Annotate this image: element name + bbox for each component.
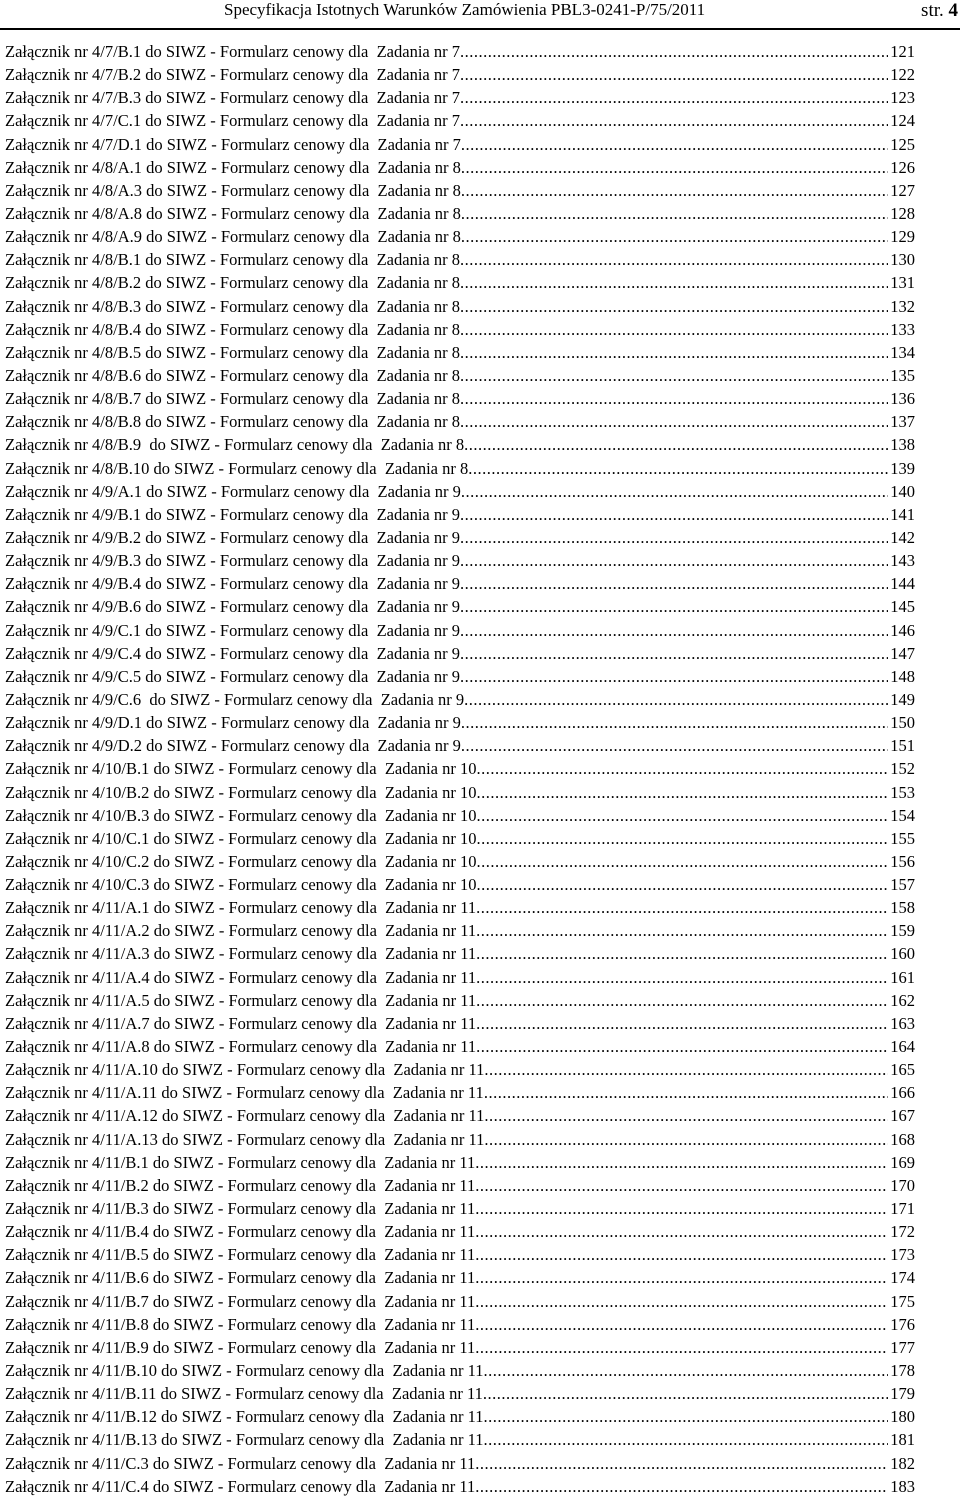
toc-entry-page: 170 bbox=[890, 1175, 915, 1195]
toc-dot-leader bbox=[484, 1128, 888, 1151]
toc-dot-leader bbox=[460, 295, 888, 318]
toc-entry-title: Załącznik nr 4/11/B.10 do SIWZ - Formularz cenowy dla Zadania nr 11 bbox=[5, 1361, 484, 1381]
toc-entry-title: Załącznik nr 4/10/B.1 do SIWZ - Formularz cenowy dla Zadania nr 10 bbox=[5, 759, 477, 779]
toc-entry-title: Załącznik nr 4/9/A.1 do SIWZ - Formularz cenowy dla Zadania nr 9 bbox=[5, 481, 461, 501]
toc-entry-title: Załącznik nr 4/9/D.1 do SIWZ - Formularz cenowy dla Zadania nr 9 bbox=[5, 713, 461, 733]
toc-entry-page: 136 bbox=[890, 389, 915, 409]
toc-entry-page: 176 bbox=[890, 1314, 915, 1334]
toc-entry[interactable] bbox=[5, 133, 915, 156]
toc-entry[interactable] bbox=[5, 1359, 915, 1382]
toc-dot-leader bbox=[484, 1058, 888, 1081]
toc-entry[interactable] bbox=[5, 1151, 915, 1174]
toc-entry-page: 163 bbox=[890, 1013, 915, 1033]
toc-entry-title: Załącznik nr 4/11/B.9 do SIWZ - Formularz cenowy dla Zadania nr 11 bbox=[5, 1337, 476, 1357]
toc-entry-page: 121 bbox=[890, 42, 915, 61]
toc-entry[interactable] bbox=[5, 40, 915, 63]
toc-entry-page: 150 bbox=[890, 713, 915, 733]
toc-entry[interactable] bbox=[5, 503, 915, 526]
toc-entry-title: Załącznik nr 4/11/B.2 do SIWZ - Formularz cenowy dla Zadania nr 11 bbox=[5, 1175, 476, 1195]
toc-dot-leader bbox=[484, 1081, 888, 1104]
toc-entry-title: Załącznik nr 4/9/D.2 do SIWZ - Formularz cenowy dla Zadania nr 9 bbox=[5, 736, 461, 756]
toc-entry-title: Załącznik nr 4/11/A.1 do SIWZ - Formularz cenowy dla Zadania nr 11 bbox=[5, 898, 477, 918]
toc-entry-page: 145 bbox=[890, 597, 915, 617]
toc-entry[interactable] bbox=[5, 665, 915, 688]
toc-entry-title: Załącznik nr 4/8/B.1 do SIWZ - Formularz cenowy dla Zadania nr 8 bbox=[5, 250, 460, 270]
toc-entry-title: Załącznik nr 4/11/A.13 do SIWZ - Formularz cenowy dla Zadania nr 11 bbox=[5, 1129, 485, 1149]
toc-entry[interactable] bbox=[5, 1452, 915, 1475]
toc-entry[interactable] bbox=[5, 86, 915, 109]
toc-entry-page: 155 bbox=[890, 828, 915, 848]
toc-entry-title: Załącznik nr 4/11/A.8 do SIWZ - Formularz cenowy dla Zadania nr 11 bbox=[5, 1037, 477, 1057]
toc-entry[interactable] bbox=[5, 966, 915, 989]
toc-entry-title: Załącznik nr 4/11/B.8 do SIWZ - Formularz cenowy dla Zadania nr 11 bbox=[5, 1314, 476, 1334]
toc-dot-leader bbox=[460, 503, 888, 526]
toc-entry-page: 126 bbox=[890, 157, 915, 177]
toc-entry-title: Załącznik nr 4/11/B.3 do SIWZ - Formularz cenowy dla Zadania nr 11 bbox=[5, 1199, 476, 1219]
toc-entry[interactable] bbox=[5, 225, 915, 248]
toc-entry-page: 144 bbox=[890, 574, 915, 594]
toc-dot-leader bbox=[460, 341, 888, 364]
toc-entry[interactable] bbox=[5, 572, 915, 595]
toc-dot-leader bbox=[460, 642, 888, 665]
toc-entry[interactable] bbox=[5, 156, 915, 179]
toc-dot-leader bbox=[476, 919, 888, 942]
toc-entry[interactable] bbox=[5, 827, 915, 850]
toc-entry[interactable] bbox=[5, 1382, 915, 1405]
toc-entry-page: 127 bbox=[890, 180, 915, 200]
page-number: 4 bbox=[948, 0, 958, 21]
toc-entry-page: 125 bbox=[890, 134, 915, 154]
toc-entry-page: 180 bbox=[890, 1407, 915, 1427]
toc-entry[interactable] bbox=[5, 202, 915, 225]
toc-entry[interactable] bbox=[5, 734, 915, 757]
toc-entry[interactable] bbox=[5, 688, 915, 711]
toc-dot-leader bbox=[464, 433, 888, 456]
toc-entry[interactable] bbox=[5, 642, 915, 665]
toc-entry-page: 168 bbox=[890, 1129, 915, 1149]
toc-entry-page: 129 bbox=[890, 227, 915, 247]
toc-entry-page: 164 bbox=[890, 1037, 915, 1057]
toc-dot-leader bbox=[476, 1035, 888, 1058]
toc-entry-title: Załącznik nr 4/8/B.10 do SIWZ - Formularz cenowy dla Zadania nr 8 bbox=[5, 458, 469, 478]
document-title: Specyfikacja Istotnych Warunków Zamówienia PBL3-0241-P/75/2011 bbox=[224, 0, 706, 19]
toc-entry-page: 175 bbox=[890, 1291, 915, 1311]
toc-entry-page: 133 bbox=[890, 319, 915, 339]
toc-entry-page: 159 bbox=[890, 921, 915, 941]
toc-entry-page: 142 bbox=[890, 527, 915, 547]
toc-entry[interactable] bbox=[5, 804, 915, 827]
toc-entry-title: Załącznik nr 4/9/B.6 do SIWZ - Formularz cenowy dla Zadania nr 9 bbox=[5, 597, 460, 617]
toc-dot-leader bbox=[476, 757, 888, 780]
page-header bbox=[0, 0, 960, 34]
toc-entry-title: Załącznik nr 4/11/A.10 do SIWZ - Formularz cenowy dla Zadania nr 11 bbox=[5, 1060, 485, 1080]
toc-entry-title: Załącznik nr 4/7/B.1 do SIWZ - Formularz cenowy dla Zadania nr 7 bbox=[5, 42, 460, 61]
toc-dot-leader bbox=[460, 526, 888, 549]
toc-dot-leader bbox=[460, 40, 888, 63]
toc-entry[interactable] bbox=[5, 1405, 915, 1428]
toc-entry[interactable] bbox=[5, 457, 915, 480]
toc-entry[interactable] bbox=[5, 1128, 915, 1151]
toc-dot-leader bbox=[460, 364, 888, 387]
page-number-label bbox=[921, 0, 958, 22]
toc-entry[interactable] bbox=[5, 896, 915, 919]
toc-entry-title: Załącznik nr 4/9/C.1 do SIWZ - Formularz cenowy dla Zadania nr 9 bbox=[5, 620, 460, 640]
toc-entry-title: Załącznik nr 4/9/B.2 do SIWZ - Formularz cenowy dla Zadania nr 9 bbox=[5, 527, 460, 547]
toc-entry-title: Załącznik nr 4/7/C.1 do SIWZ - Formularz cenowy dla Zadania nr 7 bbox=[5, 111, 460, 131]
toc-dot-leader bbox=[461, 711, 888, 734]
toc-dot-leader bbox=[476, 804, 888, 827]
toc-entry-page: 171 bbox=[890, 1199, 915, 1219]
toc-entry-page: 131 bbox=[890, 273, 915, 293]
toc-entry[interactable] bbox=[5, 1174, 915, 1197]
toc-entry-title: Załącznik nr 4/9/B.3 do SIWZ - Formularz cenowy dla Zadania nr 9 bbox=[5, 551, 460, 571]
toc-entry-page: 158 bbox=[890, 898, 915, 918]
toc-entry-title: Załącznik nr 4/8/A.8 do SIWZ - Formularz cenowy dla Zadania nr 8 bbox=[5, 203, 461, 223]
toc-entry[interactable] bbox=[5, 318, 915, 341]
toc-entry-title: Załącznik nr 4/8/B.9 do SIWZ - Formularz cenowy dla Zadania nr 8 bbox=[5, 435, 465, 455]
toc-entry[interactable] bbox=[5, 271, 915, 294]
toc-entry-title: Załącznik nr 4/9/C.5 do SIWZ - Formularz cenowy dla Zadania nr 9 bbox=[5, 666, 460, 686]
toc-dot-leader bbox=[476, 827, 888, 850]
toc-entry-title: Załącznik nr 4/10/B.2 do SIWZ - Formularz cenowy dla Zadania nr 10 bbox=[5, 782, 477, 802]
toc-entry-title: Załącznik nr 4/11/B.6 do SIWZ - Formularz cenowy dla Zadania nr 11 bbox=[5, 1268, 476, 1288]
toc-entry[interactable] bbox=[5, 179, 915, 202]
toc-entry-title: Załącznik nr 4/7/D.1 do SIWZ - Formularz cenowy dla Zadania nr 7 bbox=[5, 134, 461, 154]
toc-entry[interactable] bbox=[5, 1290, 915, 1313]
toc-dot-leader bbox=[460, 665, 888, 688]
toc-entry-page: 167 bbox=[890, 1106, 915, 1126]
toc-dot-leader bbox=[460, 318, 888, 341]
toc-entry[interactable] bbox=[5, 1313, 915, 1336]
toc-entry-title: Załącznik nr 4/8/B.6 do SIWZ - Formularz cenowy dla Zadania nr 8 bbox=[5, 365, 460, 385]
toc-entry-page: 177 bbox=[890, 1337, 915, 1357]
toc-entry[interactable] bbox=[5, 63, 915, 86]
toc-dot-leader bbox=[461, 225, 888, 248]
toc-entry-title: Załącznik nr 4/10/C.3 do SIWZ - Formularz cenowy dla Zadania nr 10 bbox=[5, 875, 477, 895]
toc-entry[interactable] bbox=[5, 364, 915, 387]
toc-entry-page: 178 bbox=[890, 1361, 915, 1381]
toc-entry[interactable] bbox=[5, 295, 915, 318]
toc-dot-leader bbox=[468, 457, 888, 480]
toc-entry-page: 128 bbox=[890, 203, 915, 223]
toc-dot-leader bbox=[461, 133, 888, 156]
toc-entry[interactable] bbox=[5, 619, 915, 642]
toc-entry[interactable] bbox=[5, 1243, 915, 1266]
toc-dot-leader bbox=[476, 781, 888, 804]
toc-entry-title: Załącznik nr 4/8/A.3 do SIWZ - Formularz cenowy dla Zadania nr 8 bbox=[5, 180, 461, 200]
toc-entry-page: 154 bbox=[890, 805, 915, 825]
toc-entry-title: Załącznik nr 4/9/B.4 do SIWZ - Formularz cenowy dla Zadania nr 9 bbox=[5, 574, 460, 594]
toc-entry-page: 156 bbox=[890, 851, 915, 871]
toc-entry-title: Załącznik nr 4/11/B.7 do SIWZ - Formularz cenowy dla Zadania nr 11 bbox=[5, 1291, 476, 1311]
toc-entry-page: 138 bbox=[890, 435, 915, 455]
toc-entry-page: 146 bbox=[890, 620, 915, 640]
toc-entry-title: Załącznik nr 4/7/B.2 do SIWZ - Formularz cenowy dla Zadania nr 7 bbox=[5, 65, 460, 85]
toc-entry-page: 172 bbox=[890, 1222, 915, 1242]
toc-entry[interactable] bbox=[5, 1058, 915, 1081]
toc-entry-page: 162 bbox=[890, 990, 915, 1010]
toc-dot-leader bbox=[475, 1290, 888, 1313]
toc-entry[interactable] bbox=[5, 526, 915, 549]
toc-dot-leader bbox=[475, 1313, 888, 1336]
toc-entry-page: 141 bbox=[890, 504, 915, 524]
toc-entry[interactable] bbox=[5, 1012, 915, 1035]
toc-entry[interactable] bbox=[5, 387, 915, 410]
toc-entry-title: Załącznik nr 4/11/B.1 do SIWZ - Formularz cenowy dla Zadania nr 11 bbox=[5, 1152, 476, 1172]
toc-dot-leader bbox=[483, 1382, 888, 1405]
toc-dot-leader bbox=[461, 734, 888, 757]
toc-entry-title: Załącznik nr 4/8/B.7 do SIWZ - Formularz cenowy dla Zadania nr 8 bbox=[5, 389, 460, 409]
toc-dot-leader bbox=[484, 1428, 889, 1451]
toc-entry-title: Załącznik nr 4/8/B.3 do SIWZ - Formularz cenowy dla Zadania nr 8 bbox=[5, 296, 460, 316]
toc-entry-title: Załącznik nr 4/11/C.4 do SIWZ - Formularz cenowy dla Zadania nr 11 bbox=[5, 1476, 476, 1496]
toc-entry-page: 160 bbox=[890, 944, 915, 964]
toc-dot-leader bbox=[476, 896, 888, 919]
toc-entry-title: Załącznik nr 4/11/A.3 do SIWZ - Formularz cenowy dla Zadania nr 11 bbox=[5, 944, 477, 964]
toc-entry-page: 130 bbox=[890, 250, 915, 270]
toc-entry[interactable] bbox=[5, 711, 915, 734]
toc-entry-title: Załącznik nr 4/8/B.4 do SIWZ - Formularz cenowy dla Zadania nr 8 bbox=[5, 319, 460, 339]
toc-entry-page: 123 bbox=[890, 88, 915, 108]
toc-entry-title: Załącznik nr 4/8/A.1 do SIWZ - Formularz cenowy dla Zadania nr 8 bbox=[5, 157, 461, 177]
toc-entry-page: 135 bbox=[890, 365, 915, 385]
toc-entry[interactable] bbox=[5, 781, 915, 804]
toc-entry[interactable] bbox=[5, 248, 915, 271]
toc-entry-page: 166 bbox=[890, 1083, 915, 1103]
toc-dot-leader bbox=[475, 1174, 888, 1197]
toc-entry-title: Załącznik nr 4/11/A.5 do SIWZ - Formularz cenowy dla Zadania nr 11 bbox=[5, 990, 477, 1010]
toc-entry[interactable] bbox=[5, 942, 915, 965]
toc-dot-leader bbox=[460, 271, 888, 294]
toc-entry-page: 139 bbox=[890, 458, 915, 478]
toc-entry-page: 122 bbox=[890, 65, 915, 85]
toc-entry-page: 132 bbox=[890, 296, 915, 316]
toc-entry-title: Załącznik nr 4/10/B.3 do SIWZ - Formularz cenowy dla Zadania nr 10 bbox=[5, 805, 477, 825]
toc-dot-leader bbox=[476, 966, 888, 989]
toc-dot-leader bbox=[460, 109, 888, 132]
toc-entry-title: Załącznik nr 4/9/B.1 do SIWZ - Formularz cenowy dla Zadania nr 9 bbox=[5, 504, 460, 524]
toc-entry-title: Załącznik nr 4/11/A.11 do SIWZ - Formularz cenowy dla Zadania nr 11 bbox=[5, 1083, 484, 1103]
toc-dot-leader bbox=[484, 1405, 889, 1428]
toc-entry-page: 182 bbox=[890, 1453, 915, 1473]
toc-entry-title: Załącznik nr 4/8/B.5 do SIWZ - Formularz cenowy dla Zadania nr 8 bbox=[5, 342, 460, 362]
toc-entry-page: 151 bbox=[890, 736, 915, 756]
toc-entry-page: 143 bbox=[890, 551, 915, 571]
toc-entry-title: Załącznik nr 4/11/A.4 do SIWZ - Formularz cenowy dla Zadania nr 11 bbox=[5, 967, 477, 987]
toc-dot-leader bbox=[460, 63, 888, 86]
toc-entry-page: 181 bbox=[890, 1430, 915, 1450]
toc-entry-page: 149 bbox=[890, 689, 915, 709]
toc-entry-page: 179 bbox=[890, 1384, 915, 1404]
toc-dot-leader bbox=[476, 850, 888, 873]
toc-entry[interactable] bbox=[5, 989, 915, 1012]
toc-entry[interactable] bbox=[5, 595, 915, 618]
toc-dot-leader bbox=[460, 549, 888, 572]
toc-entry-page: 183 bbox=[890, 1476, 915, 1496]
toc-entry[interactable] bbox=[5, 549, 915, 572]
toc-dot-leader bbox=[475, 1336, 888, 1359]
toc-entry-title: Załącznik nr 4/10/C.1 do SIWZ - Formularz cenowy dla Zadania nr 10 bbox=[5, 828, 477, 848]
toc-dot-leader bbox=[484, 1104, 888, 1127]
toc-dot-leader bbox=[475, 1243, 888, 1266]
toc-entry[interactable] bbox=[5, 1336, 915, 1359]
toc-entry-page: 147 bbox=[890, 643, 915, 663]
page-label: str. bbox=[921, 0, 944, 21]
toc-entry[interactable] bbox=[5, 1081, 915, 1104]
toc-entry[interactable] bbox=[5, 1035, 915, 1058]
toc-entry-title: Załącznik nr 4/8/B.2 do SIWZ - Formularz cenowy dla Zadania nr 8 bbox=[5, 273, 460, 293]
toc-entry[interactable] bbox=[5, 1104, 915, 1127]
toc-dot-leader bbox=[475, 1197, 888, 1220]
toc-entry-page: 134 bbox=[890, 342, 915, 362]
toc-entry-title: Załącznik nr 4/11/B.13 do SIWZ - Formularz cenowy dla Zadania nr 11 bbox=[5, 1430, 484, 1450]
toc-dot-leader bbox=[460, 86, 888, 109]
toc-dot-leader bbox=[461, 202, 888, 225]
toc-entry[interactable] bbox=[5, 1220, 915, 1243]
toc-dot-leader bbox=[460, 387, 888, 410]
toc-entry[interactable] bbox=[5, 1428, 915, 1451]
toc-dot-leader bbox=[475, 1452, 888, 1475]
toc-entry-title: Załącznik nr 4/11/B.11 do SIWZ - Formularz cenowy dla Zadania nr 11 bbox=[5, 1384, 483, 1404]
toc-entry-page: 153 bbox=[890, 782, 915, 802]
toc-entry-title: Załącznik nr 4/9/C.6 do SIWZ - Formularz cenowy dla Zadania nr 9 bbox=[5, 689, 465, 709]
toc-entry-title: Załącznik nr 4/8/B.8 do SIWZ - Formularz cenowy dla Zadania nr 8 bbox=[5, 412, 460, 432]
toc-entry-title: Załącznik nr 4/11/B.5 do SIWZ - Formularz cenowy dla Zadania nr 11 bbox=[5, 1245, 476, 1265]
toc-entry-page: 161 bbox=[890, 967, 915, 987]
toc-dot-leader bbox=[476, 942, 888, 965]
toc-entry-page: 174 bbox=[890, 1268, 915, 1288]
toc-entry[interactable] bbox=[5, 850, 915, 873]
toc-entry[interactable] bbox=[5, 1266, 915, 1289]
toc-entry[interactable] bbox=[5, 480, 915, 503]
toc-dot-leader bbox=[476, 989, 888, 1012]
toc-dot-leader bbox=[460, 595, 888, 618]
toc-entry-title: Załącznik nr 4/11/A.12 do SIWZ - Formularz cenowy dla Zadania nr 11 bbox=[5, 1106, 485, 1126]
toc-entry-title: Załącznik nr 4/10/C.2 do SIWZ - Formularz cenowy dla Zadania nr 10 bbox=[5, 851, 477, 871]
toc-entry-title: Załącznik nr 4/8/A.9 do SIWZ - Formularz cenowy dla Zadania nr 8 bbox=[5, 227, 461, 247]
toc-dot-leader bbox=[475, 1266, 888, 1289]
toc-entry[interactable] bbox=[5, 341, 915, 364]
toc-entry[interactable] bbox=[5, 873, 915, 896]
toc-entry-page: 148 bbox=[890, 666, 915, 686]
toc-entry-page: 152 bbox=[890, 759, 915, 779]
toc-entry-title: Załącznik nr 4/7/B.3 do SIWZ - Formularz cenowy dla Zadania nr 7 bbox=[5, 88, 460, 108]
toc-entry[interactable] bbox=[5, 757, 915, 780]
toc-entry[interactable] bbox=[5, 433, 915, 456]
toc-entry-page: 165 bbox=[890, 1060, 915, 1080]
toc-entry-title: Załącznik nr 4/9/C.4 do SIWZ - Formularz cenowy dla Zadania nr 9 bbox=[5, 643, 460, 663]
toc-dot-leader bbox=[484, 1359, 889, 1382]
toc-dot-leader bbox=[476, 1012, 888, 1035]
toc-dot-leader bbox=[460, 410, 888, 433]
toc-dot-leader bbox=[461, 156, 888, 179]
toc-dot-leader bbox=[460, 619, 888, 642]
toc-dot-leader bbox=[476, 873, 888, 896]
table-of-contents bbox=[5, 40, 915, 1498]
toc-entry-title: Załącznik nr 4/11/C.3 do SIWZ - Formularz cenowy dla Zadania nr 11 bbox=[5, 1453, 476, 1473]
toc-entry-page: 157 bbox=[890, 875, 915, 895]
header-divider bbox=[0, 28, 960, 30]
toc-entry-page: 140 bbox=[890, 481, 915, 501]
toc-dot-leader bbox=[461, 179, 888, 202]
toc-dot-leader bbox=[475, 1475, 888, 1498]
toc-dot-leader bbox=[464, 688, 888, 711]
toc-entry-page: 173 bbox=[890, 1245, 915, 1265]
toc-entry[interactable] bbox=[5, 1475, 915, 1498]
toc-entry-title: Załącznik nr 4/11/A.2 do SIWZ - Formularz cenowy dla Zadania nr 11 bbox=[5, 921, 477, 941]
toc-dot-leader bbox=[475, 1151, 888, 1174]
toc-dot-leader bbox=[475, 1220, 888, 1243]
toc-entry-title: Załącznik nr 4/11/B.12 do SIWZ - Formularz cenowy dla Zadania nr 11 bbox=[5, 1407, 484, 1427]
toc-dot-leader bbox=[460, 572, 888, 595]
toc-entry-title: Załącznik nr 4/11/B.4 do SIWZ - Formularz cenowy dla Zadania nr 11 bbox=[5, 1222, 476, 1242]
toc-entry[interactable] bbox=[5, 410, 915, 433]
toc-entry[interactable] bbox=[5, 919, 915, 942]
toc-entry-page: 169 bbox=[890, 1152, 915, 1172]
toc-entry-page: 124 bbox=[890, 111, 915, 131]
toc-entry[interactable] bbox=[5, 1197, 915, 1220]
toc-dot-leader bbox=[461, 480, 888, 503]
toc-entry[interactable] bbox=[5, 109, 915, 132]
toc-entry-title: Załącznik nr 4/11/A.7 do SIWZ - Formularz cenowy dla Zadania nr 11 bbox=[5, 1013, 477, 1033]
toc-dot-leader bbox=[460, 248, 888, 271]
toc-entry-page: 137 bbox=[890, 412, 915, 432]
